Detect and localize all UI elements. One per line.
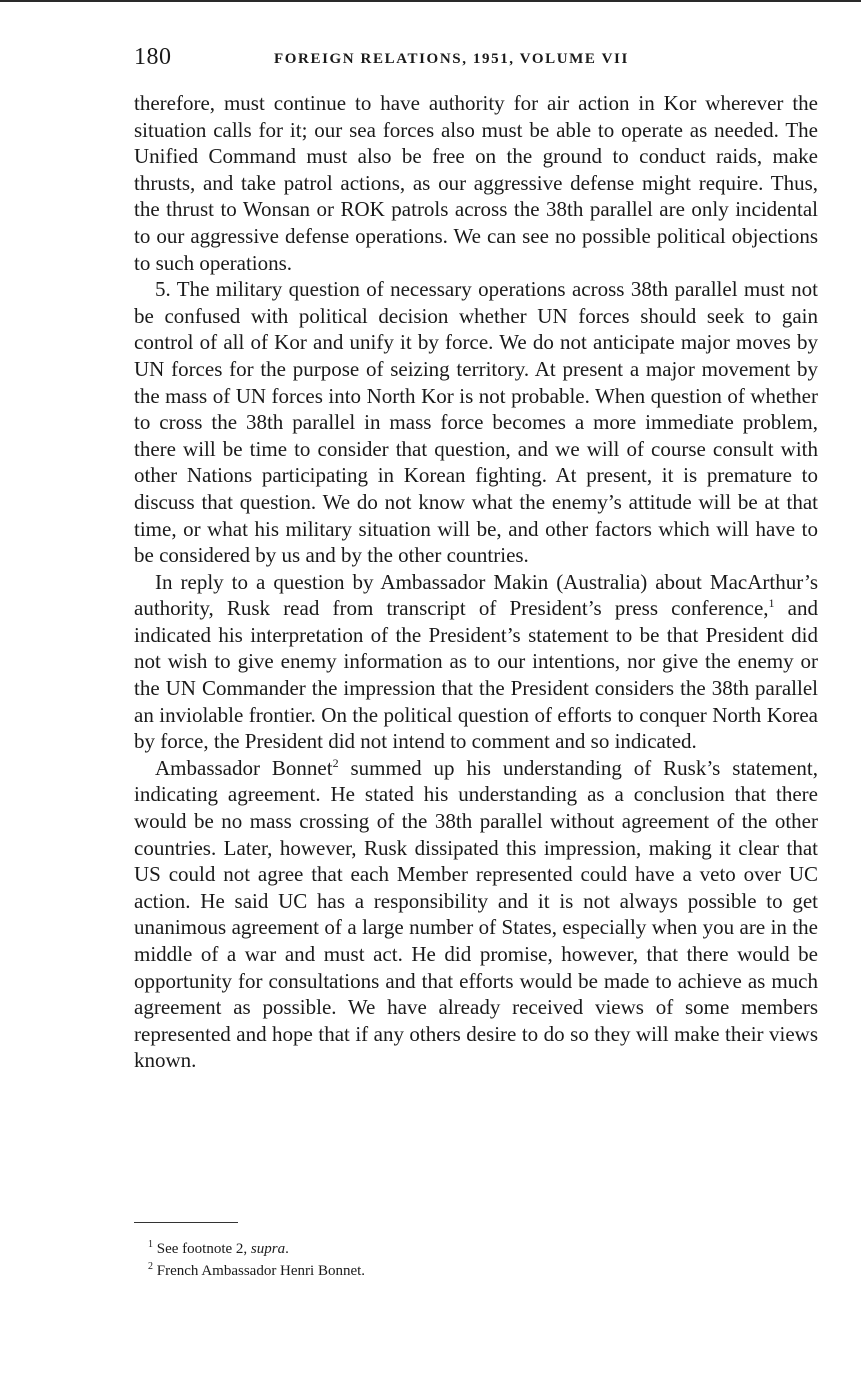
footnote-separator [134,1222,238,1223]
running-head: FOREIGN RELATIONS, 1951, VOLUME VII [274,51,629,67]
footnote-1-text: See footnote 2, [153,1241,251,1257]
page-header [134,44,818,78]
footnote-1-emphasis: supra [250,1241,286,1257]
paragraph-2: 5. The military question of necessary operations across 38th parallel must not be confused with political decision whether UN forces should seek to gain control of all of Kor and unify it by force. We do not anticipate major moves by UN forces for the purpose of seizing territory. At present a major movement by the mass of UN forces into North Kor is not probable. When question of whether to cross the 38th parallel in mass force becomes a more immediate problem, there will be time to consider that question, and we will of course consult with other Nations participating in Korean fighting. At present, it is premature to discuss that question. We do not know what the enemy’s attitude will be at that time, or what his military situation will be, and other factors which will have to be considered by us and by the other countries. [134,277,818,568]
footnote-mark-1: 1 [148,1239,153,1250]
paragraph-4-text-a: Ambassador Bonnet [155,755,333,780]
paragraph-3-text-a: In reply to a question by Ambassador Makin (Australia) about MacArthur’s authority, Rusk read from transcript of President’s press conference, [134,569,818,621]
body-text [134,90,818,1074]
paragraph-1: therefore, must continue to have authority for air action in Kor wherever the situation calls for it; our sea forces also must be able to operate as needed. The Unified Command must also be free on the ground to conduct raids, make thrusts, and take patrol actions, as our aggressive defense might require. Thus, the thrust to Wonsan or ROK patrols across the 38th parallel are only incidental to our aggressive defense operations. We can see no possible political objections to such operations. [134,91,818,275]
footnote-1-tail: . [285,1241,289,1257]
footnote-ref-2[interactable]: 2 [332,755,339,770]
paragraph-4-text-b: summed up his understanding of Rusk’s statement, indicating agreement. He stated his understanding as a conclusion that there would be no mass crossing of the 38th parallel without agreement of the other countries. Later, however, Rusk dissipated this impression, making it clear that US could not agree that each Member represented could have a veto over UC action. He said UC has a responsibility and it is not always possible to get unanimous agreement of a large number of States, especially when you are in the middle of a war and must act. He did promise, however, that there would be opportunity for consultations and that efforts would be made to achieve as much agreement as possible. We have already received views of some members represented and hope that if any others desire to do so they will make their views known. [134,755,818,1073]
paragraph-3-text-b: and indicated his interpretation of the President’s statement to be that President did not wish to give enemy information as to our intentions, nor give the enemy or the UN Commander the impression that the President considers the 38th parallel an inviolable frontier. On the political question of efforts to conquer North Korea by force, the President did not intend to comment and so indicated. [134,596,819,754]
footnote-mark-2: 2 [148,1261,153,1272]
page-number: 180 [134,44,172,70]
paragraph-4 [134,755,818,1074]
footnotes [148,1236,808,1280]
footnote-1 [148,1236,808,1258]
top-border-rule [0,0,861,2]
footnote-ref-1[interactable]: 1 [768,596,775,611]
footnote-2-text: French Ambassador Henri Bonnet. [153,1263,366,1279]
footnote-2 [148,1258,808,1280]
paragraph-3 [134,569,818,755]
